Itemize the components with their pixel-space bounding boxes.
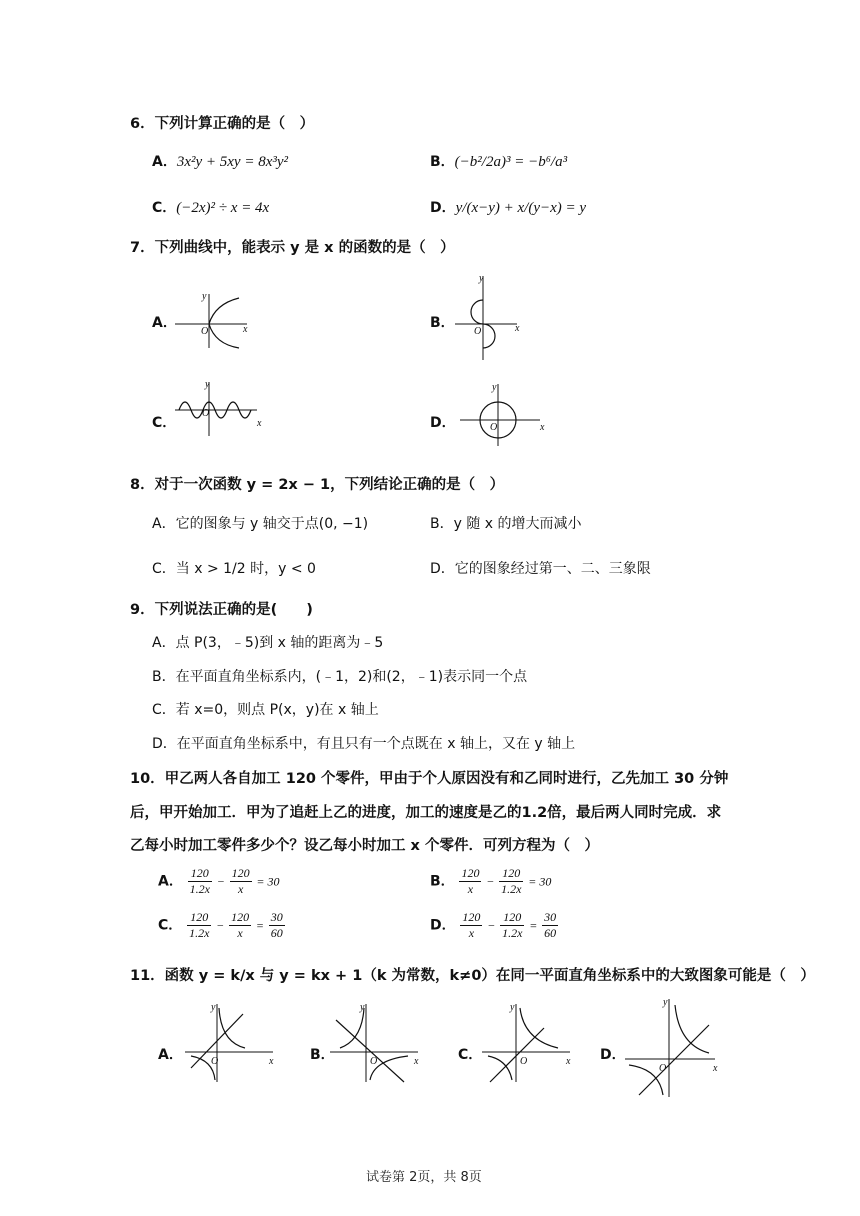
q7c-origin: O xyxy=(202,408,210,419)
q11c-x-label: x xyxy=(566,1056,571,1067)
q11a-origin: O xyxy=(211,1056,219,1067)
q11d-y-label: y xyxy=(663,997,668,1008)
q10-c-frac2-num: 120 xyxy=(231,910,250,924)
q10-b-frac2-num: 120 xyxy=(499,866,523,882)
q6-b-expr: (−b²/2a)³ = −b⁶/a³ xyxy=(454,154,568,170)
q7c-y-label: y xyxy=(205,379,210,390)
q10-option-d[interactable]: D． $\frac{120}{x}$ − $\frac{120}{1.2x}$ = $\frac{30}{60}$ xyxy=(430,910,557,940)
q10-c-rhs-num: 30 xyxy=(270,910,283,924)
q11a-y-label: y xyxy=(211,1002,216,1013)
q10-a-frac2-den: x xyxy=(237,882,244,896)
q10-b-frac2-den: 1.2x xyxy=(501,882,522,896)
q7-label-c[interactable]: C． xyxy=(152,415,177,431)
q10-c-label: C． xyxy=(158,917,183,934)
q9-option-b[interactable]: B．在平面直角坐标系内，(﹣1，2)和(2，﹣1)表示同一个点 xyxy=(152,669,528,685)
page-footer: 试卷第 2页，共 8页 xyxy=(366,1170,482,1185)
q7-stem: 7．下列曲线中，能表示 y 是 x 的函数的是（ ） xyxy=(130,240,455,256)
q7-graph-b xyxy=(455,272,535,362)
q10-c-frac1-den: 1.2x xyxy=(189,926,210,940)
q6-option-a[interactable] xyxy=(152,151,288,171)
q10-a-frac1-den: 1.2x xyxy=(189,882,210,896)
q7-label-d[interactable]: D． xyxy=(430,415,456,431)
q7d-x-label: x xyxy=(540,422,545,433)
q9-option-d[interactable]: D．在平面直角坐标系中，有且只有一个点既在 x 轴上，又在 y 轴上 xyxy=(152,736,576,752)
q6-option-d[interactable] xyxy=(430,197,586,217)
q7d-origin: O xyxy=(490,422,498,433)
q10-stem-line1: 10．甲乙两人各自加工 120 个零件，甲由于个人原因没有和乙同时进行，乙先加工 30 分钟 xyxy=(130,771,729,787)
q8-option-d[interactable]: D．它的图象经过第一、二、三象限 xyxy=(430,561,651,577)
q11c-origin: O xyxy=(520,1056,528,1067)
q6-a-label: A． xyxy=(152,154,177,170)
q10-b-frac1-num: 120 xyxy=(461,866,480,880)
q11-label-c[interactable]: C． xyxy=(458,1047,483,1063)
q7b-origin: O xyxy=(474,326,482,337)
q6-option-b[interactable] xyxy=(430,151,567,171)
q10-option-c[interactable]: C． $\frac{120}{1.2x}$ − $\frac{120}{x}$ = $\frac{30}{60}$ xyxy=(158,910,283,940)
q10-option-b[interactable]: B． $\frac{120}{x}$ − $\frac{120}{1.2x}$ = 30 xyxy=(430,866,552,896)
q10-b-frac1-den: x xyxy=(467,882,474,896)
q7b-x-label: x xyxy=(515,323,520,334)
q7a-x-label: x xyxy=(243,324,248,335)
q10-d-rhs-num: 30 xyxy=(544,910,557,924)
q11a-x-label: x xyxy=(269,1056,274,1067)
q9-option-a[interactable]: A．点 P(3，﹣5)到 x 轴的距离为﹣5 xyxy=(152,635,384,651)
q10-a-frac2-num: 120 xyxy=(231,866,250,880)
q7c-x-label: x xyxy=(257,418,262,429)
q11b-x-label: x xyxy=(414,1056,419,1067)
q10-d-label: D． xyxy=(430,917,456,934)
q10-d-frac1-num: 120 xyxy=(462,910,481,924)
q10-stem-line3: 乙每小时加工零件多少个？设乙每小时加工 x 个零件．可列方程为（ ） xyxy=(130,838,599,854)
q10-a-frac1-num: 120 xyxy=(188,866,212,882)
q11d-x-label: x xyxy=(713,1063,718,1074)
q7d-y-label: y xyxy=(492,382,497,393)
q6-d-label: D． xyxy=(430,200,456,216)
q6-stem: 6．下列计算正确的是（ ） xyxy=(130,116,315,132)
q10-d-frac2-num: 120 xyxy=(500,910,524,926)
q8-option-c[interactable]: C．当 x > 1/2 时，y < 0 xyxy=(152,561,316,577)
q10-stem-line2: 后，甲开始加工．甲为了追赶上乙的进度，加工的速度是乙的1.2倍，最后两人同时完成．求 xyxy=(130,805,722,821)
q11-graph-d xyxy=(625,995,725,1100)
q10-a-label: A． xyxy=(158,873,183,890)
q8-option-b[interactable]: B．y 随 x 的增大而减小 xyxy=(430,516,582,532)
q11c-y-label: y xyxy=(510,1002,515,1013)
q7-graph-d xyxy=(460,378,550,448)
q6-option-c[interactable] xyxy=(152,197,269,217)
q11d-origin: O xyxy=(659,1063,667,1074)
q10-d-frac2-den: 1.2x xyxy=(502,926,523,940)
q10-option-a[interactable]: A． $\frac{120}{1.2x}$ − $\frac{120}{x}$ = 30 xyxy=(158,866,280,896)
q11-label-d[interactable]: D． xyxy=(600,1047,626,1063)
q7b-y-label: y xyxy=(479,273,484,284)
q6-a-expr: 3x²y + 5xy = 8x³y² xyxy=(176,154,289,170)
q10-b-label: B． xyxy=(430,873,455,890)
q6-b-label: B． xyxy=(430,154,455,170)
q10-c-rhs-den: 60 xyxy=(270,926,283,940)
q9-stem: 9．下列说法正确的是( ) xyxy=(130,602,313,618)
q8-option-a[interactable]: A．它的图象与 y 轴交于点(0, −1) xyxy=(152,516,369,532)
q6-c-label: C． xyxy=(152,200,177,216)
q11-label-a[interactable]: A． xyxy=(158,1047,183,1063)
q11-label-b[interactable]: B． xyxy=(310,1047,335,1063)
q11-graph-c xyxy=(482,1000,577,1085)
q7a-origin: O xyxy=(201,326,209,337)
q7-graph-c xyxy=(175,378,265,438)
q10-d-frac1-den: x xyxy=(468,926,475,940)
q8-stem: 8．对于一次函数 y = 2x − 1，下列结论正确的是（ ） xyxy=(130,477,505,493)
q10-c-frac1-num: 120 xyxy=(187,910,211,926)
q7-label-b[interactable]: B． xyxy=(430,315,455,331)
q7a-y-label: y xyxy=(202,291,207,302)
q10-c-frac2-den: x xyxy=(237,926,243,940)
q10-d-rhs-den: 60 xyxy=(544,926,557,940)
q10-a-rhs: = 30 xyxy=(256,874,280,889)
q7-graph-a xyxy=(175,290,255,350)
q11b-y-label: y xyxy=(360,1002,365,1013)
q10-b-rhs: = 30 xyxy=(528,874,552,889)
q11-graph-a xyxy=(185,1000,280,1085)
q7-label-a[interactable]: A． xyxy=(152,315,177,331)
q6-d-expr: y/(x−y) + x/(y−x) = y xyxy=(455,200,587,216)
q6-c-expr: (−2x)² ÷ x = 4x xyxy=(176,200,270,216)
q11-stem: 11．函数 y = k/x 与 y = kx + 1（k 为常数，k≠0）在同一平面直角坐标系中的大致图象可能是（ ） xyxy=(130,968,815,984)
q11-graph-b xyxy=(330,1000,425,1085)
q9-option-c[interactable]: C．若 x=0，则点 P(x，y)在 x 轴上 xyxy=(152,702,379,718)
q11b-origin: O xyxy=(370,1056,378,1067)
